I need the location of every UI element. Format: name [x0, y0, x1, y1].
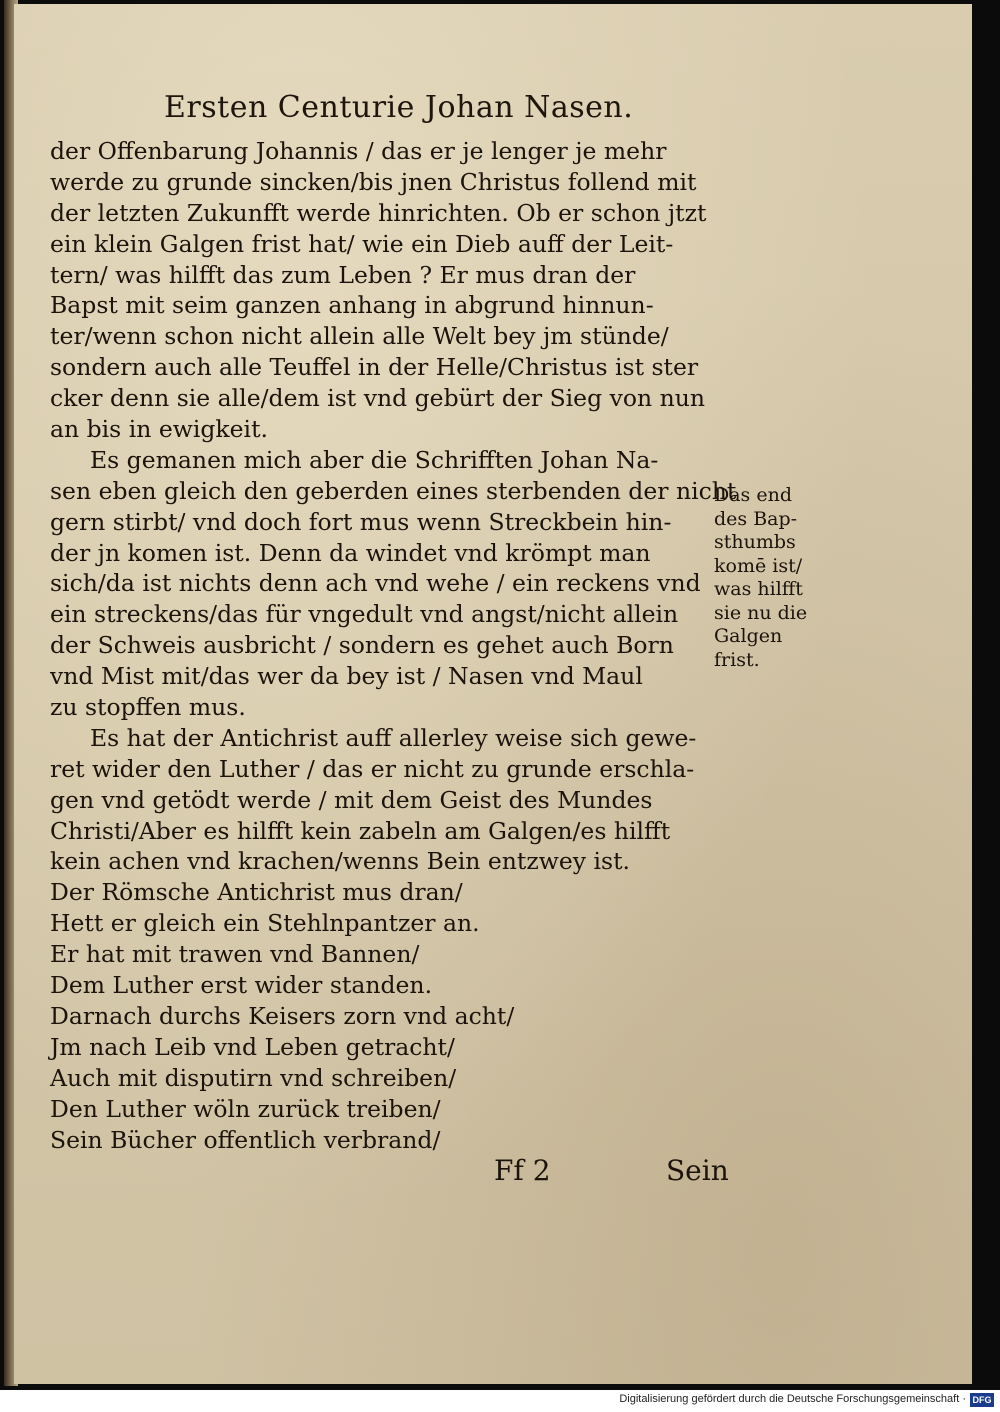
margin-note-line: frist.: [714, 648, 760, 671]
main-text-block: [50, 136, 737, 1155]
verse-line: Hett er gleich ein Stehlnpantzer an.: [50, 909, 480, 938]
margin-note-line: Das end: [714, 484, 792, 506]
text-line: Bapst mit seim ganzen anhang in abgrund hinnun-: [50, 291, 654, 320]
verse-line: Sein Bücher offentlich verbrand/: [50, 1125, 441, 1154]
text-line: sondern auch alle Teuffel in der Helle/Christus ist ster: [50, 353, 699, 382]
text-line: sen eben gleich den geberden eines sterbenden der nicht: [50, 476, 737, 505]
text-line: tern/ was hilfft das zum Leben ? Er mus dran der: [50, 260, 636, 289]
verse-line: Darnach durchs Keisers zorn vnd acht/: [50, 1001, 515, 1030]
text-line: gern stirbt/ vnd doch fort mus wenn Streckbein hin-: [50, 507, 672, 536]
text-line: der letzten Zukunfft werde hinrichten. Ob er schon jtzt: [50, 198, 707, 227]
text-line: cker denn sie alle/dem ist vnd gebürt der Sieg von nun: [50, 384, 706, 413]
funding-credit: Digitalisierung gefördert durch die Deutsche Forschungsgemeinschaft ·: [619, 1393, 966, 1405]
text-line: ter/wenn schon nicht allein alle Welt bey jm stünde/: [50, 322, 669, 351]
text-line: ret wider den Luther / das er nicht zu grunde erschla-: [50, 754, 695, 783]
margin-note-line: komē ist/: [714, 554, 803, 577]
verse-line: Der Römsche Antichrist mus dran/: [50, 878, 463, 907]
text-line: kein achen vnd krachen/wenns Bein entzwey ist.: [50, 847, 630, 876]
text-line: Es hat der Antichrist auff allerley weise sich gewe-: [90, 723, 697, 752]
text-line: werde zu grunde sincken/bis jnen Christus follend mit: [50, 167, 697, 196]
margin-note-line: sie nu die: [714, 601, 808, 624]
margin-note-line: sthumbs: [714, 531, 796, 553]
verse-line: Den Luther wöln zurück treiben/: [50, 1094, 441, 1123]
book-page: [14, 4, 972, 1384]
text-line: der Schweis ausbricht / sondern es gehet auch Born: [50, 631, 674, 660]
verse-line: Dem Luther erst wider standen.: [50, 971, 433, 1000]
text-line: Es gemanen mich aber die Schrifften Johan Na-: [90, 445, 659, 474]
margin-note: [714, 484, 834, 672]
text-line: ein streckens/das für vngedult vnd angst/nicht allein: [50, 600, 679, 629]
text-line: Christi/Aber es hilfft kein zabeln am Galgen/es hilfft: [50, 816, 671, 845]
text-line: an bis in ewigkeit.: [50, 415, 268, 444]
dfg-logo: DFG: [970, 1393, 994, 1407]
verse-line: Er hat mit trawen vnd Bannen/: [50, 940, 420, 969]
text-line: gen vnd getödt werde / mit dem Geist des Mundes: [50, 785, 653, 814]
text-line: der jn komen ist. Denn da windet vnd krömpt man: [50, 538, 651, 567]
catchword: Sein: [666, 1154, 729, 1187]
signature-mark: Ff 2: [494, 1154, 551, 1187]
margin-note-line: was hilfft: [714, 578, 803, 600]
running-head: Ersten Centurie Johan Nasen.: [164, 90, 634, 125]
verse-line: Jm nach Leib vnd Leben getracht/: [50, 1032, 455, 1061]
text-line: sich/da ist nichts denn ach vnd wehe / ein reckens vnd: [50, 569, 701, 598]
text-line: der Offenbarung Johannis / das er je lenger je mehr: [50, 137, 667, 165]
text-line: ein klein Galgen frist hat/ wie ein Dieb auff der Leit-: [50, 229, 674, 258]
verse-line: Auch mit disputirn vnd schreiben/: [50, 1063, 457, 1092]
margin-note-line: Galgen: [714, 625, 783, 647]
margin-note-line: des Bap-: [714, 507, 798, 530]
text-line: zu stopffen mus.: [50, 693, 246, 722]
text-line: vnd Mist mit/das wer da bey ist / Nasen vnd Maul: [50, 662, 643, 691]
